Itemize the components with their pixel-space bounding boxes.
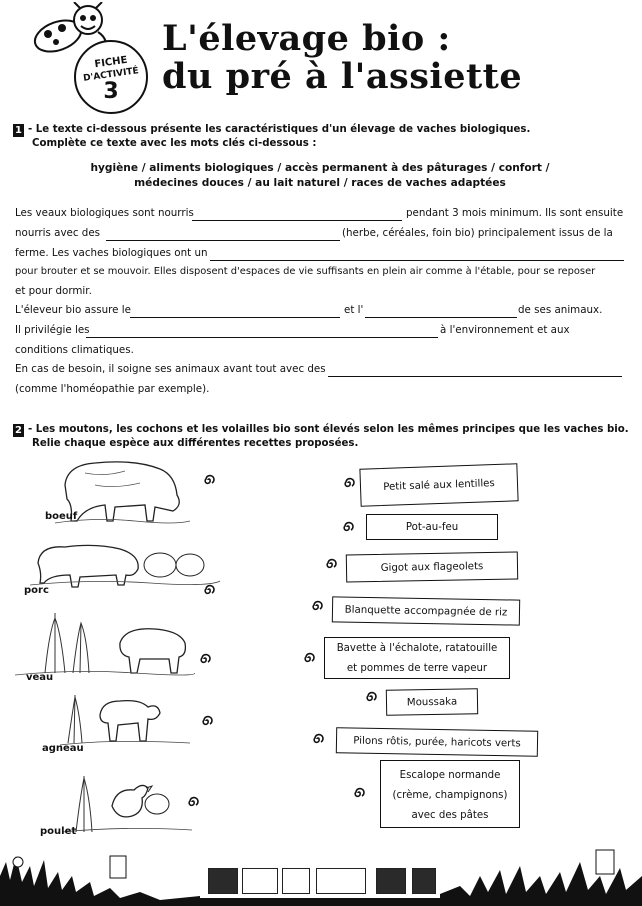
eu-logo-icon	[208, 868, 238, 894]
exercise1-instruction	[28, 123, 530, 151]
text-line-9a: En cas de besoin, il soigne ses animaux avant tout avec des	[15, 363, 326, 375]
text-line-10: (comme l'homéopathie par exemple).	[15, 383, 210, 395]
pig-drawing-icon	[30, 535, 220, 590]
recipe-bavette-line2: et pommes de terre vapeur	[346, 663, 488, 674]
spiral-connector-icon[interactable]	[203, 474, 215, 486]
badge-label-activite: D'ACTIVITÉ	[82, 66, 140, 84]
text-line-2b: (herbe, céréales, foin bio) principalement issus de la	[342, 227, 613, 239]
exercise2-instruction-line1: - Les moutons, les cochons et les volailles bio sont élevés selon les mêmes principes que les vaches bio.	[28, 424, 629, 435]
spiral-connector-icon[interactable]	[365, 691, 377, 703]
activity-sheet-badge	[74, 40, 148, 114]
animal-label-veau: veau	[26, 672, 54, 683]
exercise1-number: 1	[13, 124, 24, 137]
animal-label-porc: porc	[24, 585, 49, 596]
exercise1-instruction-line2: Complète ce texte avec les mots clés ci-dessous :	[32, 138, 317, 149]
text-line-1a: Les veaux biologiques sont nourris	[15, 207, 194, 219]
calf-drawing-icon	[15, 603, 195, 678]
text-line-4: pour brouter et se mouvoir. Elles disposent d'espaces de vie suffisants en plein air comme à l'étable, pour se reposer	[15, 266, 596, 277]
text-line-8: conditions climatiques.	[15, 344, 134, 356]
blank-field-5[interactable]	[365, 317, 517, 318]
blank-field-7[interactable]	[328, 376, 622, 377]
blank-field-3[interactable]	[210, 260, 624, 261]
recipe-escalope-line1: Escalope normande	[399, 770, 501, 781]
recipe-card-petit-sale[interactable]: Petit salé aux lentilles	[359, 463, 518, 506]
blank-field-2[interactable]	[106, 240, 340, 241]
eu-organic-logo-icon	[376, 868, 406, 894]
text-line-7b: à l'environnement et aux	[440, 324, 570, 336]
recipe-card-blanquette[interactable]: Blanquette accompagnée de riz	[332, 596, 520, 625]
spiral-connector-icon[interactable]	[342, 521, 354, 533]
ministry-logo-icon	[316, 868, 366, 894]
blank-field-1[interactable]	[192, 220, 402, 221]
spiral-connector-icon[interactable]	[199, 653, 211, 665]
spiral-connector-icon[interactable]	[353, 787, 365, 799]
recipe-card-escalope[interactable]	[380, 760, 520, 828]
keyword-list-line2: médecines douces / au lait naturel / races de vaches adaptées	[134, 177, 506, 189]
recipe-bavette-line1: Bavette à l'échalote, ratatouille	[336, 643, 498, 654]
keyword-list-line1: hygiène / aliments biologiques / accès permanent à des pâturages / confort /	[90, 162, 550, 174]
partner-logo-icon	[242, 868, 278, 894]
spiral-connector-icon[interactable]	[187, 796, 199, 808]
lamb-drawing-icon	[60, 685, 190, 747]
animal-label-boeuf: boeuf	[45, 511, 78, 522]
spiral-connector-icon[interactable]	[325, 558, 337, 570]
bio-logo-icon	[282, 868, 310, 894]
page-title-line1: L'élevage bio :	[162, 18, 451, 59]
text-line-3a: ferme. Les vaches biologiques ont un	[15, 247, 208, 259]
recipe-escalope-line3: avec des pâtes	[411, 810, 489, 821]
text-line-2a: nourris avec des	[15, 227, 101, 239]
blank-field-6[interactable]	[86, 337, 438, 338]
spiral-connector-icon[interactable]	[203, 584, 215, 596]
page-title	[162, 20, 522, 96]
exercise2-instruction	[28, 423, 629, 451]
blank-field-4[interactable]	[130, 317, 340, 318]
recipe-card-gigot[interactable]: Gigot aux flageolets	[346, 552, 518, 583]
text-line-7a: Il privilégie les	[15, 324, 90, 336]
exercise1-instruction-line1: - Le texte ci-dessous présente les caractéristiques d'un élevage de vaches biologiques.	[28, 124, 531, 135]
keyword-list	[40, 161, 600, 191]
spiral-connector-icon[interactable]	[303, 652, 315, 664]
recipe-card-pot-au-feu[interactable]: Pot-au-feu	[366, 514, 498, 540]
recipe-card-moussaka[interactable]: Moussaka	[386, 688, 478, 716]
text-line-1b: pendant 3 mois minimum. Ils sont ensuite	[406, 207, 624, 219]
text-line-6c: de ses animaux.	[518, 304, 603, 316]
exercise2-number: 2	[13, 424, 24, 437]
page-title-line2: du pré à l'assiette	[162, 56, 523, 97]
exercise2-instruction-line2: Relie chaque espèce aux différentes recettes proposées.	[32, 438, 359, 449]
text-line-6a: L'éleveur bio assure le	[15, 304, 131, 316]
animal-label-poulet: poulet	[40, 826, 77, 837]
recipe-escalope-line2: (crème, champignons)	[392, 790, 508, 801]
badge-number: 3	[103, 79, 119, 104]
spiral-connector-icon[interactable]	[312, 733, 324, 745]
recipe-card-pilons[interactable]: Pilons rôtis, purée, haricots verts	[336, 727, 538, 757]
recipe-card-bavette[interactable]	[324, 637, 510, 679]
chicken-drawing-icon	[62, 762, 192, 834]
spiral-connector-icon[interactable]	[311, 600, 323, 612]
animal-label-agneau: agneau	[42, 743, 84, 754]
spiral-connector-icon[interactable]	[201, 715, 213, 727]
text-line-5: et pour dormir.	[15, 285, 92, 297]
ab-logo-icon	[412, 868, 436, 894]
spiral-connector-icon[interactable]	[343, 477, 355, 489]
text-line-6b: et l'	[344, 304, 364, 316]
badge-label-fiche: FICHE	[93, 54, 129, 71]
